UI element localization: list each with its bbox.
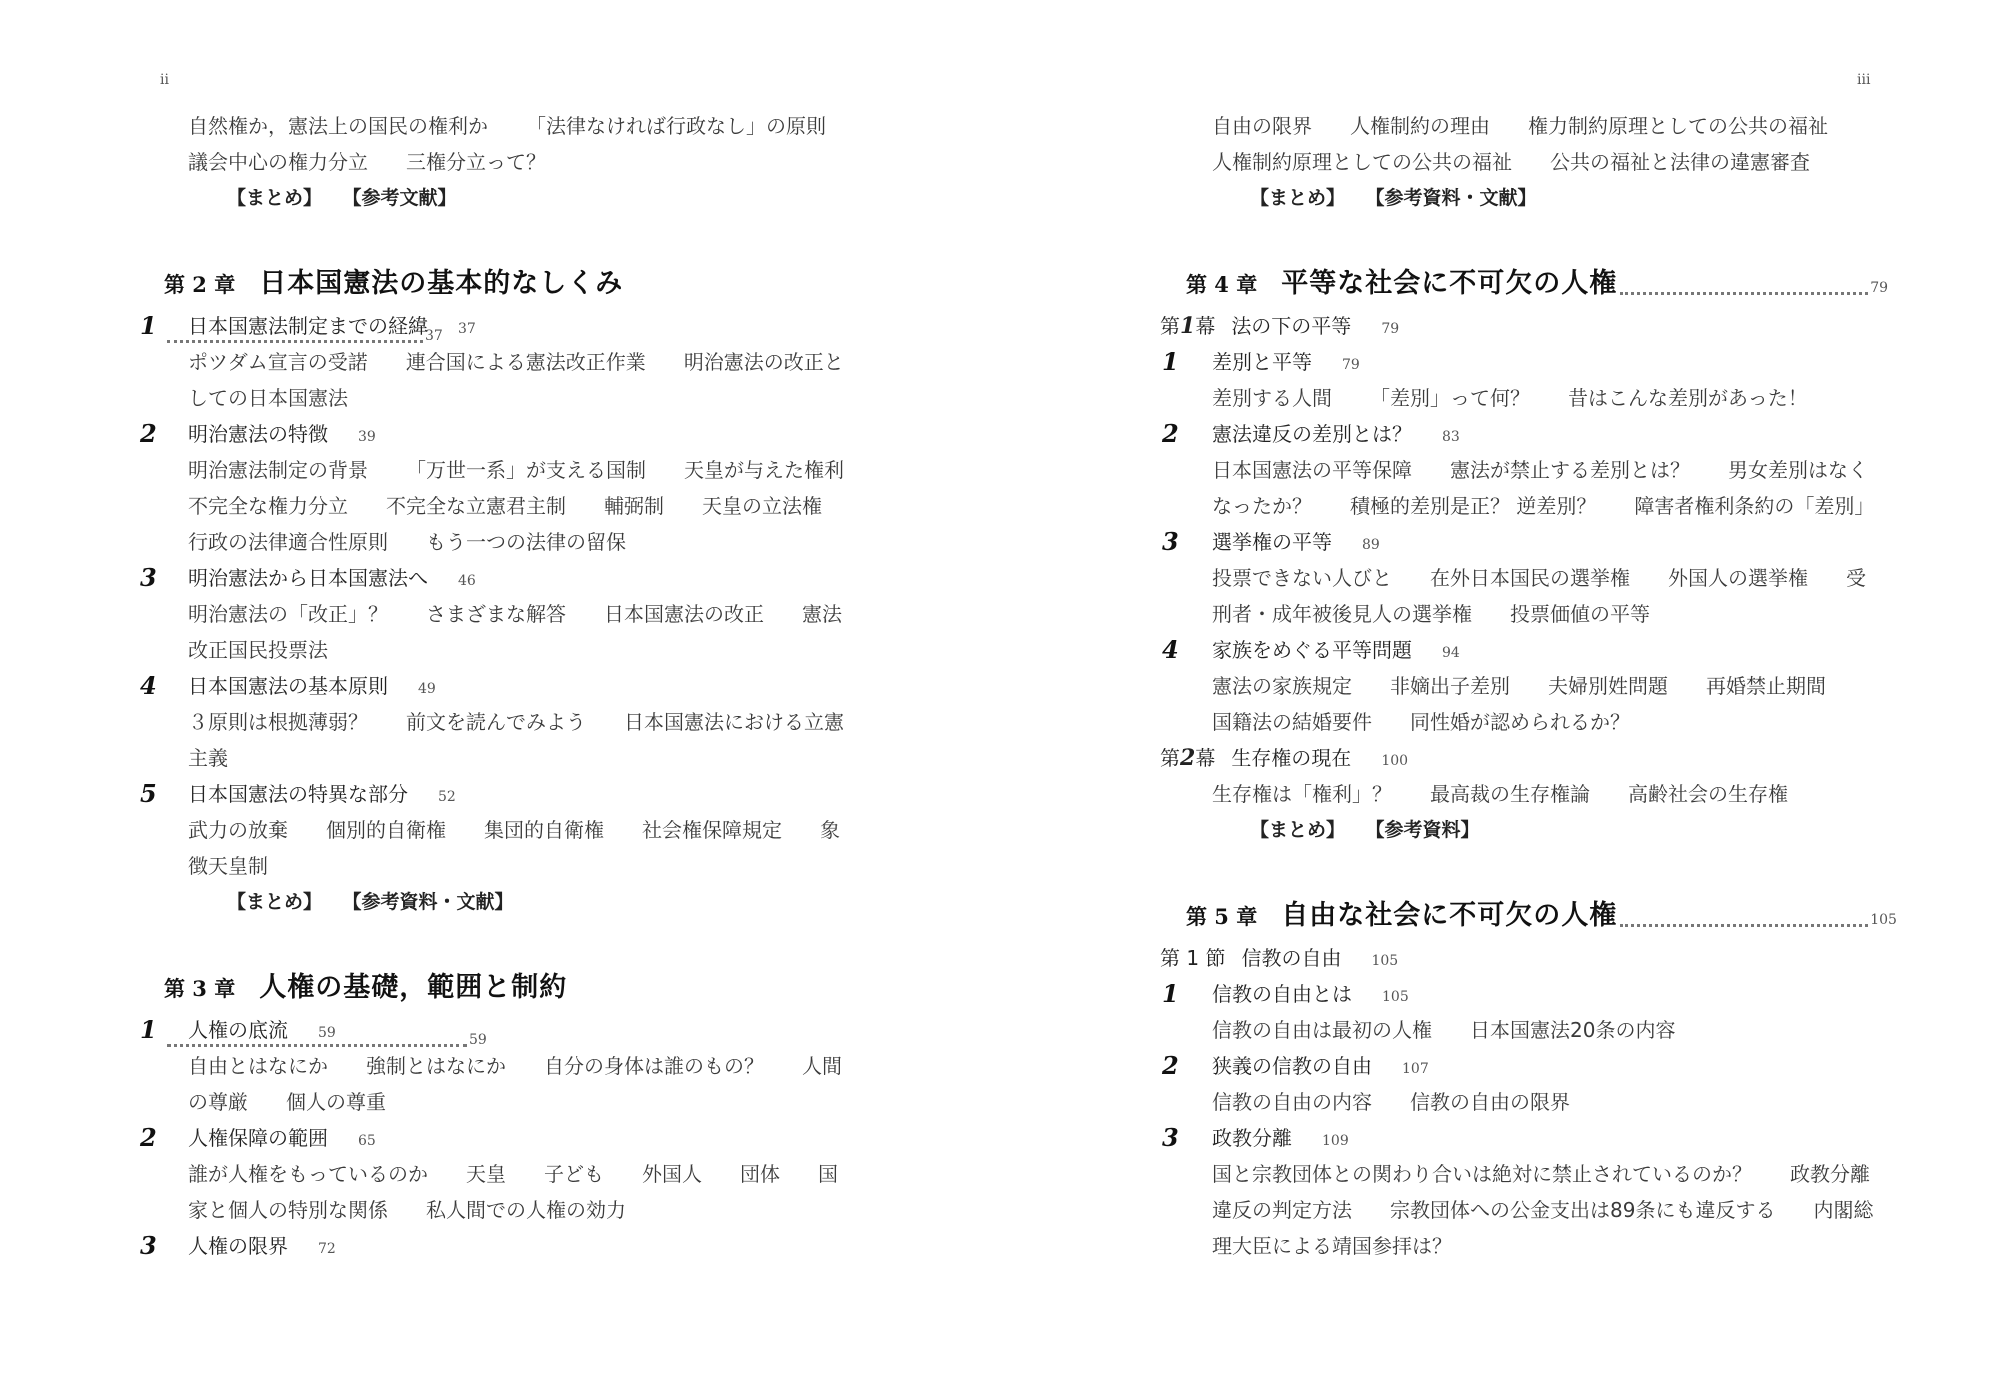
toc-subtopics — [1150, 776, 1910, 812]
section-title: 日本国憲法の基本原則 — [188, 674, 388, 698]
subtopic: 刑者・成年被後見人の選挙権 — [1212, 602, 1472, 626]
subtopic: 自由の限界 — [1212, 114, 1312, 138]
subtopic: 日本国憲法20条の内容 — [1470, 1018, 1676, 1042]
section-marker: 1 — [1162, 347, 1179, 376]
toc-refs — [1150, 812, 1910, 848]
subtopic: 信教の自由の限界 — [1410, 1090, 1570, 1114]
act-number: 1 — [1180, 313, 1196, 339]
subtopic: 個人の尊重 — [286, 1090, 386, 1114]
toc-subtopics — [1150, 452, 1910, 488]
toc-subtopics — [1150, 380, 1910, 416]
references-link[interactable]: 【参考資料・文献】 — [1375, 187, 1537, 209]
section-marker: 5 — [140, 779, 157, 808]
subtopic: 天皇の立法権 — [702, 494, 822, 518]
toc-subtopics — [140, 1156, 840, 1192]
section-page: 72 — [318, 1241, 336, 1257]
toc-entry[interactable] — [140, 1120, 840, 1156]
chapter-title: 平等な社会に不可欠の人権 — [1281, 268, 1618, 299]
section-title: 明治憲法の特徴 — [188, 422, 328, 446]
subtopic: 議会中心の権力分立 — [188, 150, 368, 174]
section-title: 政教分離 — [1212, 1126, 1292, 1150]
subtopic: もう一つの法律の留保 — [426, 530, 626, 554]
toc-refs — [1150, 180, 1910, 216]
subtopic: 信教の自由の内容 — [1212, 1090, 1372, 1114]
subtopic: 不完全な立憲君主制 — [386, 494, 566, 518]
dot-leader — [1620, 292, 1868, 295]
toc-entry[interactable] — [1150, 524, 1910, 560]
subtopic: 国 — [818, 1162, 838, 1186]
subtopic: 自然権か，憲法上の国民の権利か — [188, 114, 488, 138]
subtopic: 憲法が禁止する差別とは？ — [1450, 458, 1690, 482]
subtopic: 信教の自由は最初の人権 — [1212, 1018, 1432, 1042]
toc-entry[interactable] — [1150, 1120, 1910, 1156]
subtopic: 違反の判定方法 — [1212, 1198, 1352, 1222]
subtopic: 理大臣による靖国参拝は？ — [1212, 1234, 1452, 1258]
section-title: 家族をめぐる平等問題 — [1212, 638, 1412, 662]
subtopic: 国と宗教団体との関わり合いは絶対に禁止されているのか？ — [1212, 1162, 1752, 1186]
subtopic: 天皇 — [466, 1162, 506, 1186]
subtopic: さまざまな解答 — [426, 602, 566, 626]
toc-subtopics — [1150, 144, 1910, 180]
section-marker: 2 — [140, 1123, 157, 1152]
toc-subtopics — [140, 848, 840, 884]
subtopic: 投票できない人びと — [1212, 566, 1392, 590]
subtopic: なったか？ — [1212, 494, 1312, 518]
toc-right — [1150, 108, 1910, 1264]
section-page: 83 — [1442, 429, 1460, 445]
section-title: 信教の自由とは — [1212, 982, 1352, 1006]
chapter-heading[interactable] — [1150, 260, 1910, 308]
subtopic: 外国人の選挙権 — [1668, 566, 1808, 590]
subtopic: 私人間での人権の効力 — [426, 1198, 626, 1222]
subtopic: 武力の放棄 — [188, 818, 288, 842]
toc-subtopics — [1150, 704, 1910, 740]
summary-link[interactable]: 【まとめ】 — [227, 187, 323, 209]
subtopic: 外国人 — [642, 1162, 702, 1186]
subtopic: しての日本国憲法 — [188, 386, 348, 410]
subtopic: 憲法 — [802, 602, 842, 626]
toc-subtopics — [140, 1084, 840, 1120]
subtopic: 連合国による憲法改正作業 — [405, 350, 646, 374]
act-number: 2 — [1180, 745, 1196, 771]
toc-subtopics — [140, 144, 840, 180]
toc-refs — [140, 884, 840, 920]
subtopic: ３原則は根拠薄弱？ — [188, 710, 368, 734]
toc-subtopics — [140, 524, 840, 560]
subtopic: 天皇が与えた権利 — [684, 458, 844, 482]
chapter-number: 第 3 章 — [164, 976, 236, 1001]
toc-subtopics — [140, 596, 840, 632]
subtopic: 日本国憲法の平等保障 — [1212, 458, 1412, 482]
toc-refs — [140, 180, 840, 216]
chapter-number: 第 5 章 — [1186, 904, 1258, 929]
subtopic: 積極的差別是正？ 逆差別？ — [1350, 494, 1597, 518]
section-heading[interactable] — [1150, 940, 1910, 976]
section-page: 49 — [418, 681, 436, 697]
subtopic: 日本国憲法の改正 — [604, 602, 764, 626]
section-page: 65 — [358, 1133, 376, 1149]
subtopic: 権力制約原理としての公共の福祉 — [1528, 114, 1828, 138]
act-heading[interactable] — [1150, 740, 1910, 776]
subtopic: 子ども — [544, 1162, 604, 1186]
subtopic: 誰が人権をもっているのか — [188, 1162, 428, 1186]
subtopic: 昔はこんな差別があった！ — [1568, 386, 1808, 410]
section-title: 明治憲法から日本国憲法へ — [188, 566, 428, 590]
section-marker: 3 — [1162, 527, 1179, 556]
section-heading-title: 信教の自由 — [1241, 946, 1342, 970]
subtopic: 「差別」って何？ — [1370, 386, 1530, 410]
section-marker: 3 — [1162, 1123, 1179, 1152]
subtopic: 最高裁の生存権論 — [1430, 782, 1590, 806]
chapter-title: 人権の基礎，範囲と制約 — [259, 972, 568, 1003]
toc-subtopics — [1150, 108, 1910, 144]
subtopic: 差別する人間 — [1212, 386, 1332, 410]
subtopic: 再婚禁止期間 — [1706, 674, 1826, 698]
toc-subtopics — [140, 812, 840, 848]
chapter-number: 第 4 章 — [1186, 272, 1258, 297]
subtopic: 生存権は「権利」？ — [1212, 782, 1392, 806]
toc-entry[interactable] — [1150, 976, 1910, 1012]
act-prefix: 第 — [1160, 314, 1180, 338]
chapter-page: 37 — [425, 328, 443, 344]
toc-entry[interactable] — [140, 1012, 840, 1048]
toc-entry[interactable] — [140, 560, 840, 596]
subtopic: 強制とはなにか — [366, 1054, 506, 1078]
toc-subtopics — [140, 740, 840, 776]
references-link[interactable]: 【参考文献】 — [352, 187, 457, 209]
section-page: 107 — [1402, 1061, 1429, 1077]
subtopic: 在外日本国民の選挙権 — [1430, 566, 1630, 590]
toc-subtopics — [1150, 1228, 1910, 1264]
subtopic: 自分の身体は誰のもの？ — [544, 1054, 764, 1078]
references-link[interactable]: 【参考資料・文献】 — [352, 891, 514, 913]
page-folio: ii — [160, 72, 169, 88]
section-title: 選挙権の平等 — [1212, 530, 1332, 554]
section-heading-page: 105 — [1371, 953, 1399, 969]
toc-subtopics — [140, 380, 840, 416]
dot-leader — [1620, 924, 1868, 927]
toc-subtopics — [1150, 1084, 1910, 1120]
section-page: 59 — [318, 1025, 336, 1041]
section-title: 日本国憲法の特異な部分 — [188, 782, 408, 806]
section-marker: 1 — [140, 311, 157, 340]
subtopic: 高齢社会の生存権 — [1628, 782, 1788, 806]
section-page: 79 — [1342, 357, 1360, 373]
section-title: 人権保障の範囲 — [188, 1126, 328, 1150]
subtopic: ポツダム宣言の受諾 — [188, 350, 368, 374]
summary-link[interactable]: 【まとめ】 — [1250, 819, 1346, 841]
toc-subtopics — [1150, 596, 1910, 632]
section-title: 狭義の信教の自由 — [1212, 1054, 1372, 1078]
toc-subtopics — [140, 1048, 840, 1084]
subtopic: 同性婚が認められるか？ — [1410, 710, 1630, 734]
subtopic: 人権制約の理由 — [1350, 114, 1490, 138]
section-page: 46 — [458, 573, 476, 589]
chapter-page: 59 — [469, 1032, 487, 1048]
toc-subtopics — [140, 108, 840, 144]
subtopic: 団体 — [740, 1162, 780, 1186]
subtopic: 内閣総 — [1813, 1198, 1874, 1222]
act-page: 79 — [1381, 321, 1400, 337]
subtopic: 集団的自衛権 — [484, 818, 604, 842]
toc-entry[interactable] — [140, 416, 840, 452]
section-marker: 2 — [140, 419, 157, 448]
subtopic: 明治憲法の「改正」？ — [188, 602, 388, 626]
act-suffix: 幕 — [1195, 746, 1216, 770]
toc-subtopics — [1150, 1192, 1910, 1228]
section-page: 105 — [1382, 989, 1409, 1005]
section-marker: 4 — [1162, 635, 1179, 664]
section-marker: 3 — [140, 1231, 157, 1260]
toc-entry[interactable] — [140, 308, 840, 344]
section-marker: 4 — [140, 671, 157, 700]
section-title: 日本国憲法制定までの経緯 — [188, 314, 428, 338]
toc-subtopics — [1150, 1012, 1910, 1048]
toc-subtopics — [140, 344, 844, 380]
subtopic: 象 — [820, 818, 840, 842]
act-prefix: 第 — [1160, 746, 1180, 770]
section-label: 第 1 節 — [1160, 946, 1226, 970]
subtopic: 三権分立って？ — [406, 150, 546, 174]
toc-entry[interactable] — [1150, 632, 1910, 668]
toc-left — [140, 108, 844, 1264]
toc-subtopics — [140, 632, 840, 668]
act-title: 生存権の現在 — [1231, 746, 1352, 770]
chapter-title: 自由な社会に不可欠の人権 — [1281, 900, 1618, 931]
act-heading[interactable] — [1150, 308, 1910, 344]
summary-link[interactable]: 【まとめ】 — [227, 891, 323, 913]
toc-entry[interactable] — [140, 668, 840, 704]
toc-subtopics — [140, 452, 844, 488]
subtopic: 宗教団体への公金支出は89条にも違反する — [1390, 1198, 1776, 1222]
toc-entry[interactable] — [140, 1228, 840, 1264]
section-title: 人権の限界 — [188, 1234, 288, 1258]
act-suffix: 幕 — [1195, 314, 1216, 338]
subtopic: 政教分離 — [1790, 1162, 1870, 1186]
subtopic: 公共の福祉と法律の違憲審査 — [1550, 150, 1810, 174]
subtopic: 夫婦別姓問題 — [1548, 674, 1668, 698]
toc-entry[interactable] — [1150, 416, 1910, 452]
subtopic: 個別的自衛権 — [326, 818, 446, 842]
section-page: 52 — [438, 789, 456, 805]
subtopic: 「万世一系」が支える国制 — [406, 458, 646, 482]
toc-subtopics — [1150, 1156, 1910, 1192]
references-link[interactable]: 【参考資料】 — [1375, 819, 1480, 841]
subtopic: 社会権保障規定 — [642, 818, 782, 842]
subtopic: 改正国民投票法 — [188, 638, 328, 662]
chapter-title: 日本国憲法の基本的なしくみ — [259, 268, 624, 299]
subtopic: 不完全な権力分立 — [188, 494, 348, 518]
subtopic: 国籍法の結婚要件 — [1212, 710, 1372, 734]
section-page: 94 — [1442, 645, 1460, 661]
subtopic: 主義 — [188, 746, 228, 770]
act-title: 法の下の平等 — [1231, 314, 1352, 338]
toc-subtopics — [1150, 488, 1910, 524]
toc-subtopics — [140, 1192, 840, 1228]
subtopic: 「法律なければ行政なし」の原則 — [526, 114, 826, 138]
subtopic: 行政の法律適合性原則 — [188, 530, 388, 554]
section-page: 109 — [1322, 1133, 1349, 1149]
chapter-number: 第 2 章 — [164, 272, 236, 297]
toc-subtopics — [140, 488, 840, 524]
section-marker: 3 — [140, 563, 157, 592]
section-marker: 1 — [1162, 979, 1179, 1008]
toc-subtopics — [1150, 560, 1910, 596]
subtopic: 人権制約原理としての公共の福祉 — [1212, 150, 1512, 174]
page-folio: iii — [1857, 72, 1871, 88]
right-page — [1000, 0, 2000, 1386]
subtopic: 明治憲法制定の背景 — [188, 458, 368, 482]
subtopic: 非嫡出子差別 — [1390, 674, 1510, 698]
subtopic: 前文を読んでみよう — [406, 710, 586, 734]
section-marker: 2 — [1162, 1051, 1179, 1080]
toc-entry[interactable] — [1150, 344, 1910, 380]
section-marker: 1 — [140, 1015, 157, 1044]
section-marker: 2 — [1162, 419, 1179, 448]
subtopic: 障害者権利条約の「差別」 — [1634, 494, 1875, 518]
subtopic: 投票価値の平等 — [1510, 602, 1650, 626]
section-title: 人権の底流 — [188, 1018, 288, 1042]
section-page: 37 — [458, 321, 476, 337]
chapter-page: 79 — [1870, 280, 1889, 296]
section-page: 89 — [1362, 537, 1380, 553]
section-page: 39 — [358, 429, 376, 445]
subtopic: 日本国憲法における立憲 — [624, 710, 844, 734]
toc-subtopics — [1150, 668, 1910, 704]
subtopic: 男女差別はなく — [1728, 458, 1868, 482]
subtopic: 輔弼制 — [604, 494, 664, 518]
section-title: 差別と平等 — [1212, 350, 1312, 374]
chapter-heading[interactable] — [1150, 892, 1910, 940]
subtopic: 受 — [1846, 566, 1866, 590]
subtopic: 自由とはなにか — [188, 1054, 328, 1078]
summary-link[interactable]: 【まとめ】 — [1250, 187, 1346, 209]
act-page: 100 — [1381, 753, 1409, 769]
toc-entry[interactable] — [1150, 1048, 1910, 1084]
subtopic: 明治憲法の改正と — [683, 350, 844, 374]
subtopic: 憲法の家族規定 — [1212, 674, 1352, 698]
toc-entry[interactable] — [140, 776, 840, 812]
subtopic: の尊厳 — [188, 1090, 248, 1114]
toc-subtopics — [140, 704, 844, 740]
subtopic: 徴天皇制 — [188, 854, 268, 878]
subtopic: 人間 — [802, 1054, 842, 1078]
subtopic: 家と個人の特別な関係 — [188, 1198, 388, 1222]
chapter-page: 105 — [1870, 912, 1897, 928]
section-title: 憲法違反の差別とは？ — [1212, 422, 1412, 446]
